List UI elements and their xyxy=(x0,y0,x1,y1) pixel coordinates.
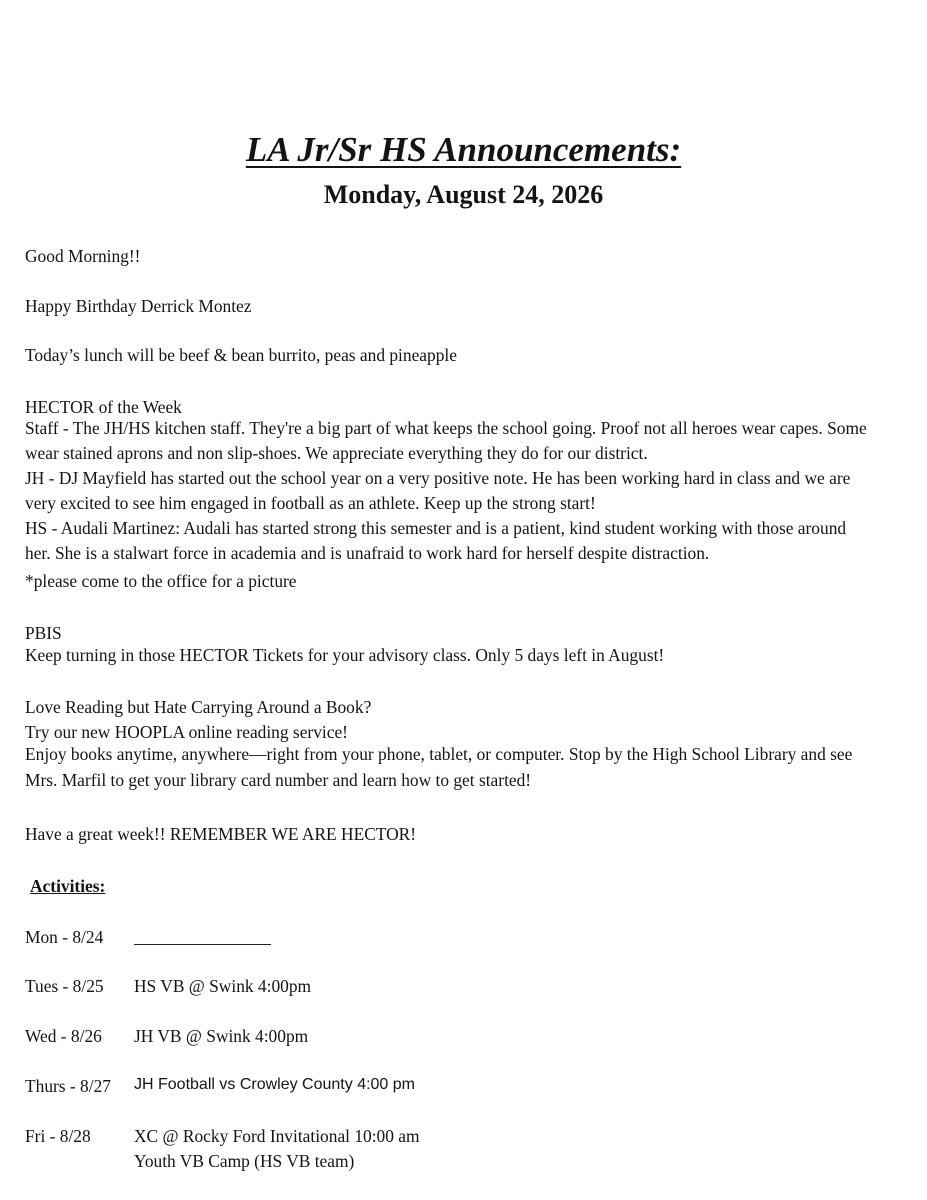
hector-hs-line-1: HS - Audali Martinez: Audali has started strong this semester and is a patient, kind student working with those around xyxy=(25,518,847,538)
hector-hs-line-2: her. She is a stalwart force in academia and is unafraid to work hard for herself despite distraction. xyxy=(25,543,710,563)
reading-line-2: Try our new HOOPLA online reading service! xyxy=(25,722,348,742)
activity-fri-event-2: Youth VB Camp (HS VB team) xyxy=(134,1151,355,1171)
activity-day-fri: Fri - 8/28 xyxy=(25,1126,91,1146)
activity-day-mon: Mon - 8/24 xyxy=(25,927,104,947)
birthday-line: Happy Birthday Derrick Montez xyxy=(25,296,252,316)
activity-day-wed: Wed - 8/26 xyxy=(25,1026,102,1046)
activity-wed-event: JH VB @ Swink 4:00pm xyxy=(134,1026,309,1046)
hector-jh-line-2: very excited to see him engaged in football as an athlete. Keep up the strong start! xyxy=(25,493,596,513)
activity-day-thu: Thurs - 8/27 xyxy=(25,1076,111,1096)
hector-note: *please come to the office for a picture xyxy=(25,571,297,591)
pbis-heading: PBIS xyxy=(25,623,62,643)
hector-staff-line-1: Staff - The JH/HS kitchen staff. They're a big part of what keeps the school going. Proof not all heroes wear capes. Some xyxy=(25,418,867,438)
activity-thu-event: JH Football vs Crowley County 4:00 pm xyxy=(134,1076,415,1093)
lunch-line: Today’s lunch will be beef & bean burrito, peas and pineapple xyxy=(25,345,457,365)
reading-line-4: Mrs. Marfil to get your library card number and learn how to get started! xyxy=(25,770,532,790)
activity-tue-event: HS VB @ Swink 4:00pm xyxy=(134,976,312,996)
page-date: Monday, August 24, 2026 xyxy=(323,180,604,209)
activity-blank-line xyxy=(134,944,271,945)
hector-staff-line-2: wear stained aprons and non slip-shoes. We appreciate everything they do for our district. xyxy=(25,443,648,463)
activities-heading: Activities: xyxy=(30,876,106,896)
page-title-wrapper xyxy=(0,130,927,170)
page-title: LA Jr/Sr HS Announcements: xyxy=(245,130,682,169)
activity-fri-event-1: XC @ Rocky Ford Invitational 10:00 am xyxy=(134,1126,420,1146)
reading-line-1: Love Reading but Hate Carrying Around a Book? xyxy=(25,697,372,717)
closing-line: Have a great week!! REMEMBER WE ARE HECTOR! xyxy=(25,824,417,844)
activity-day-tue: Tues - 8/25 xyxy=(25,976,104,996)
reading-line-3: Enjoy books anytime, anywhere—right from your phone, tablet, or computer. Stop by the High School Library and see xyxy=(25,744,853,764)
hector-jh-line-1: JH - DJ Mayfield has started out the school year on a very positive note. He has been working hard in class and we are xyxy=(25,468,851,488)
pbis-text: Keep turning in those HECTOR Tickets for your advisory class. Only 5 days left in August! xyxy=(25,645,665,665)
hector-heading: HECTOR of the Week xyxy=(25,397,182,417)
greeting: Good Morning!! xyxy=(25,246,141,266)
